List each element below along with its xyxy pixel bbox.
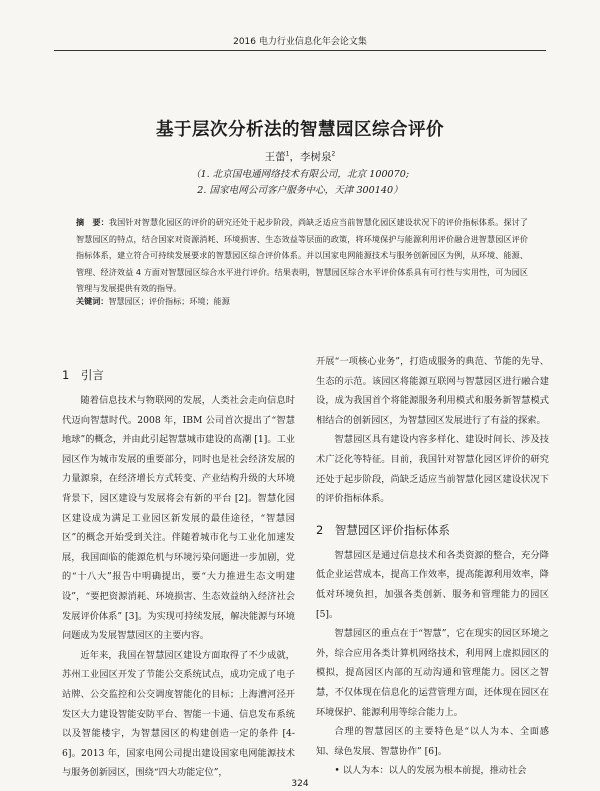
abstract-label: 摘 要： xyxy=(76,217,109,227)
author-1-affil-mark: 1 xyxy=(285,150,290,158)
page-number: 324 xyxy=(291,779,309,789)
affiliation-1: （1. 北京国电通网络技术有限公司，北京 100070; xyxy=(190,169,410,180)
section-1-paragraph-4: 智慧园区具有建设内容多样化、建设时间长、涉及技术广泛化等特征。目前，我国针对智慧化园区评价的研究还处于起步阶段，尚缺乏适应当前智慧化园区建设状况下的评价指标体系。 xyxy=(316,434,549,505)
section-2-paragraph-3: 合理的智慧园区的主要特色是“以人为本、全面感知、绿色发展、智慧协作” [6]。 xyxy=(316,726,549,757)
author-separator: ， xyxy=(289,151,300,163)
section-2-paragraph-1: 智慧园区是通过信息技术和各类资源的整合，充分降低企业运营成本，提高工作效率，提高能源利用效率，降低对环境负担，加强各类创新、服务和管理能力的园区 [5]。 xyxy=(316,549,549,620)
section-2-paragraph-2: 智慧园区的重点在于“智慧”，它在现实的园区环境之外，综合应用各类计算机网络技术，利用网上虚拟园区的模拟，提高园区内部的互动沟通和管理能力。园区之智慧，不仅体现在信息化的运营管理方面，还体现在园区在环境保护、能源利用等综合能力上。 xyxy=(316,628,549,718)
paper-title: 基于层次分析法的智慧园区综合评价 xyxy=(156,120,444,140)
running-header xyxy=(54,34,546,51)
abstract-text: 我国针对智慧化园区的评价的研究还处于起步阶段，尚缺乏适应当前智慧化园区建设状况下的评价指标体系。探讨了智慧园区的特点，结合国家对资源消耗、环境损害、生态效益等层面的政策，将环境保护与能源利用评价融合进智慧园区评价指标体系，建立符合可持续发展要求的智慧园区综合评价体系。并以国家电网能源技术与服务创新园区为例，从环境、能源、管理、经济效益 4 方面对智慧园区综合水平进行评价。结果表明，智慧园区综合水平评价体系具有可行性与实用性，可为园区管理与发展提供有效的指导。 xyxy=(76,217,528,294)
section-1-paragraph-2: 近年来，我国在智慧园区建设方面取得了不少成就，苏州工业园区开发了节能公交系统试点，成功完成了电子站牌、公交监控和公交调度智能化的目标；上海漕河泾开发区大力建设智能安防平台、智能一卡通、信息发布系统以及智能楼宇，为智慧园区的构建创造一定的条件 [4-6]。2013 年，国家电网公司提出建设国家电网能源技术与服务创新园区，围绕“四大功能定位”， xyxy=(62,649,295,779)
keywords-label: 关键词： xyxy=(76,296,109,306)
author-line xyxy=(0,149,600,164)
running-title: 2016 电力行业信息化年会论文集 xyxy=(233,37,367,47)
affiliation-2: 2. 国家电网公司客户服务中心，天津 300140） xyxy=(197,185,403,196)
keywords xyxy=(76,296,528,307)
section-1-paragraph-3: 开展“一项核心业务”，打造成服务的典范、节能的先导、生态的示范。该园区将能源互联网与智慧园区进行融合建设，成为我国首个将能源服务利用模式和服务新智慧模式相结合的创新园区，为智慧园区发展进行了有益的探索。 xyxy=(316,356,549,426)
affiliations xyxy=(0,167,600,199)
section-2-heading: 2 智慧园区评价指标体系 xyxy=(316,522,450,537)
right-column xyxy=(316,352,549,781)
author-1: 王蕾 xyxy=(264,151,286,163)
author-2: 李树泉 xyxy=(300,151,332,163)
section-1-paragraph-1: 随着信息技术与物联网的发展，人类社会走向信息时代迈向智慧时代。2008 年，IBM 公司首次提出了“智慧地球”的概念，并由此引起智慧城市建设的高潮 [1]。工业园区作为城市发展的重要部分，同时也是社会经济发展的力量源泉，在经济增长方式转变、产业结构升级的大环境背景下，园区建设与发展将会有新的平台 [2]。智慧化园区建设成为满足工业园区新发展的最佳途径，“智慧园区”的概念开始受到关注。伴随着城市化与工业化加速发展，我国面临的能源危机与环境污染问题进一步加剧，党的“十八大”报告中明确提出，要“大力推进生态文明建设”，“要把资源消耗、环境损害、生态效益纳入经济社会发展评价体系” [3]。为实现可持续发展，解决能源与环境问题成为发展智慧园区的主要内容。 xyxy=(62,395,295,642)
left-column xyxy=(62,352,295,783)
abstract xyxy=(76,214,528,297)
section-2-paragraph-4: • 以人为本：以人的发展为根本前提，推动社会 xyxy=(334,765,527,777)
author-2-affil-mark: 2 xyxy=(331,150,336,158)
section-1-heading: 1 引言 xyxy=(62,368,104,382)
keywords-text: 智慧园区；评价指标；环境；能源 xyxy=(108,296,230,306)
